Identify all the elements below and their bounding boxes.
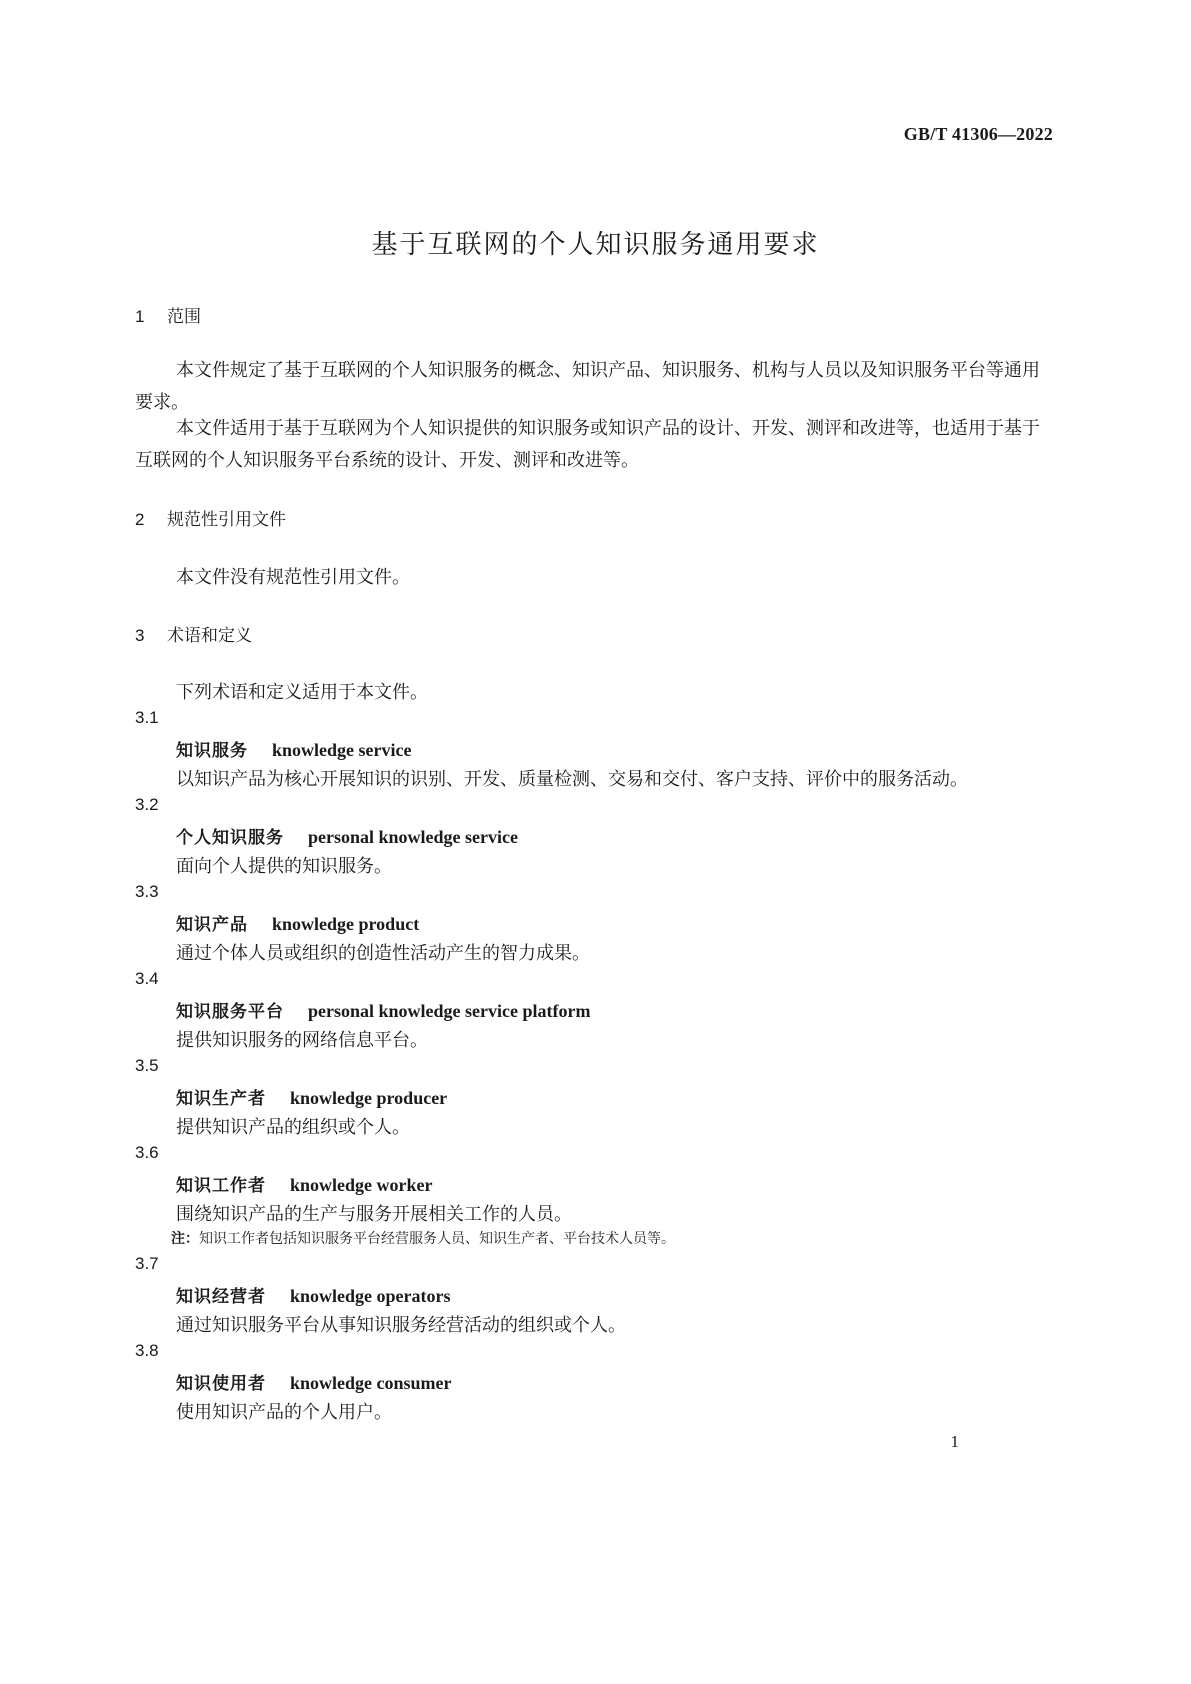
term-definition: 提供知识产品的组织或个人。 xyxy=(176,1117,410,1138)
term-english: knowledge worker xyxy=(290,1175,433,1195)
section-title: 范围 xyxy=(167,307,201,327)
scope-paragraph-2: 本文件适用于基于互联网为个人知识提供的知识服务或知识产品的设计、开发、测评和改进等，也适用于基于互联网的个人知识服务平台系统的设计、开发、测评和改进等。 xyxy=(135,418,1040,471)
term-chinese: 个人知识服务 xyxy=(176,828,284,848)
term-chinese: 知识工作者 xyxy=(176,1176,266,1196)
term-number: 3.7 xyxy=(135,1254,159,1273)
term-chinese: 知识经营者 xyxy=(176,1287,266,1307)
term-definition: 通过个体人员或组织的创造性活动产生的智力成果。 xyxy=(176,943,590,964)
section-title: 术语和定义 xyxy=(167,626,252,646)
term-chinese: 知识服务 xyxy=(176,741,248,761)
term-english: knowledge operators xyxy=(290,1286,451,1306)
section-heading-normative-refs xyxy=(135,505,286,530)
term-definition: 使用知识产品的个人用户。 xyxy=(176,1402,392,1423)
term-heading xyxy=(176,1171,433,1196)
term-definition: 提供知识服务的网络信息平台。 xyxy=(176,1030,428,1051)
term-english: knowledge service xyxy=(272,740,412,760)
term-number: 3.6 xyxy=(135,1143,159,1162)
term-english: knowledge consumer xyxy=(290,1373,452,1393)
term-english: knowledge product xyxy=(272,914,420,934)
term-heading xyxy=(176,736,411,761)
term-number: 3.1 xyxy=(135,708,159,727)
term-definition: 围绕知识产品的生产与服务开展相关工作的人员。 xyxy=(176,1204,572,1225)
terms-intro: 下列术语和定义适用于本文件。 xyxy=(176,682,428,703)
note-text: 知识工作者包括知识服务平台经营服务人员、知识生产者、平台技术人员等。 xyxy=(199,1231,675,1247)
term-chinese: 知识服务平台 xyxy=(176,1002,284,1022)
term-definition: 面向个人提供的知识服务。 xyxy=(176,856,392,877)
term-heading xyxy=(176,823,518,848)
term-definition: 通过知识服务平台从事知识服务经营活动的组织或个人。 xyxy=(176,1315,626,1336)
term-number: 3.2 xyxy=(135,795,159,814)
section-title: 规范性引用文件 xyxy=(167,510,286,530)
section-heading-terms xyxy=(135,621,252,646)
page-number: 1 xyxy=(950,1432,959,1451)
section-heading-scope xyxy=(135,302,201,327)
term-english: personal knowledge service xyxy=(308,827,518,847)
term-english: personal knowledge service platform xyxy=(308,1001,591,1021)
note-label: 注： xyxy=(171,1231,199,1247)
term-english: knowledge producer xyxy=(290,1088,448,1108)
normative-refs-text: 本文件没有规范性引用文件。 xyxy=(176,567,410,588)
term-heading xyxy=(176,1369,452,1394)
section-number: 3 xyxy=(135,626,145,645)
term-heading xyxy=(176,910,419,935)
term-heading xyxy=(176,997,590,1022)
section-number: 1 xyxy=(135,307,145,326)
term-definition: 以知识产品为核心开展知识的识别、开发、质量检测、交易和交付、客户支持、评价中的服务活动。 xyxy=(176,769,968,790)
term-number: 3.5 xyxy=(135,1056,159,1075)
standard-code: GB/T 41306—2022 xyxy=(903,124,1053,144)
term-heading xyxy=(176,1282,451,1307)
term-chinese: 知识生产者 xyxy=(176,1089,266,1109)
section-number: 2 xyxy=(135,510,145,529)
term-chinese: 知识使用者 xyxy=(176,1374,266,1394)
scope-paragraph-1: 本文件规定了基于互联网的个人知识服务的概念、知识产品、知识服务、机构与人员以及知识服务平台等通用要求。 xyxy=(135,360,1040,413)
document-title: 基于互联网的个人知识服务通用要求 xyxy=(371,230,820,260)
term-heading xyxy=(176,1084,447,1109)
term-number: 3.3 xyxy=(135,882,159,901)
term-number: 3.4 xyxy=(135,969,159,988)
term-number: 3.8 xyxy=(135,1341,159,1360)
term-chinese: 知识产品 xyxy=(176,915,248,935)
term-note xyxy=(171,1228,675,1248)
